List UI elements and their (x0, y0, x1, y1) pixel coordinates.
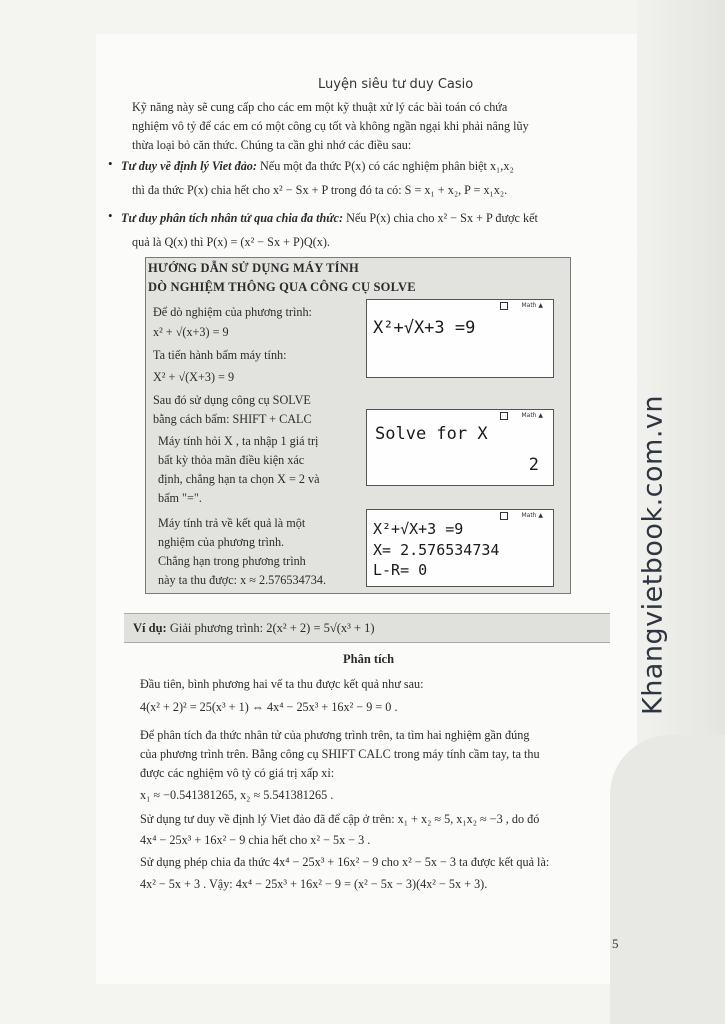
calculator-screen-input (366, 299, 554, 378)
page-header-title: Luyện siêu tư duy Casio (318, 77, 474, 92)
example-text: Giải phương trình: 2(x² + 2) = 5√(x³ + 1) (166, 621, 375, 635)
analysis-line-7: Sử dụng tư duy về định lý Viet đảo đã để cập ở trên: x₁ + x₂ ≈ 5, x₁x₂ ≈ −3 , do đó (140, 812, 540, 826)
bullet-1-text: Nếu một đa thức P(x) có các nghiệm phân biệt x₁,x₂ (256, 159, 514, 173)
watermark: Khangvietbook.com.vn (637, 394, 669, 716)
lcd-row-1: X²+√X+3 =9 (373, 520, 464, 538)
calculator-screen-solve (366, 409, 554, 486)
intro-line-2: nghiệm vô tỷ để các em có một công cụ tốt và không ngần ngại khi phải nâng lũy (132, 119, 529, 133)
analysis-line-3: Để phân tích đa thức nhân tử của phương trình trên, ta tìm hai nghiệm gần đúng (140, 728, 530, 742)
analysis-line-8: 4x⁴ − 25x³ + 16x² − 9 chia hết cho x² − 5x − 3 . (140, 833, 371, 847)
bullet-2-lead: Tư duy phân tích nhân tử qua chia đa thức: (121, 211, 344, 225)
page-fold (610, 735, 725, 1024)
guide-line-5: Sau đó sử dụng công cụ SOLVE (153, 393, 311, 407)
bullet-2-line-2: quả là Q(x) thì P(x) = (x² − Sx + P)Q(x). (132, 235, 330, 249)
guide-line-9: định, chẳng hạn ta chọn X = 2 và (158, 472, 320, 486)
guide-line-3: Ta tiến hành bấm máy tính: (153, 348, 287, 362)
guide-line-11: Máy tính trả về kết quả là một (158, 516, 306, 530)
example-line (133, 619, 375, 638)
lcd-row-2: 2 (528, 455, 539, 475)
analysis-heading: Phân tích (343, 652, 395, 666)
analysis-line-10: 4x² − 5x + 3 . Vậy: 4x⁴ − 25x³ + 16x² − 9 = (x² − 5x − 3)(4x² − 5x + 3). (140, 877, 488, 891)
bullet-1-line-1 (121, 157, 514, 176)
mode-indicator: Math ▲ (521, 412, 543, 419)
analysis-line-6: x₁ ≈ −0.541381265, x₂ ≈ 5.541381265 . (140, 788, 334, 802)
calculator-screen-result (366, 509, 554, 587)
analysis-line-4: của phương trình trên. Bằng công cụ SHIFT CALC trong máy tính cầm tay, ta thu (140, 747, 540, 761)
bullet-2-line-1 (121, 209, 538, 228)
bullet-dot-1: • (108, 156, 113, 171)
guide-line-12: nghiệm của phương trình. (158, 535, 285, 549)
mode-indicator: Math ▲ (521, 512, 543, 519)
shift-indicator-icon (500, 512, 508, 520)
guide-line-4: X² + √(X+3) = 9 (153, 370, 235, 384)
intro-line-3: thừa loại bỏ căn thức. Chúng ta cần ghi nhớ các điều sau: (132, 138, 412, 152)
guide-line-2: x² + √(x+3) = 9 (153, 325, 229, 339)
guide-line-7: Máy tính hỏi X , ta nhập 1 giá trị (158, 434, 319, 448)
mode-indicator: Math ▲ (521, 302, 543, 309)
analysis-line-9: Sử dụng phép chia đa thức 4x⁴ − 25x³ + 16x² − 9 cho x² − 5x − 3 ta được kết quả là: (140, 855, 550, 869)
analysis-line-5: được các nghiệm vô tỷ có giá trị xấp xỉ: (140, 766, 335, 780)
analysis-line-2: 4(x² + 2)² = 25(x³ + 1) ⇔ 4x⁴ − 25x³ + 16x² − 9 = 0 . (140, 700, 398, 714)
bullet-1-lead: Tư duy về định lý Viet đảo: (121, 159, 257, 173)
lcd-row-3: L-R= 0 (373, 561, 428, 579)
guide-line-10: bấm "=". (158, 491, 202, 505)
intro-line-1: Kỹ năng này sẽ cung cấp cho các em một kỹ thuật xử lý các bài toán có chứa (132, 100, 508, 114)
page-number: 5 (612, 936, 619, 951)
lcd-row-2: X= 2.576534734 (373, 541, 500, 559)
guide-line-6: bằng cách bấm: SHIFT + CALC (153, 412, 312, 426)
shift-indicator-icon (500, 302, 508, 310)
example-label: Ví dụ: (133, 621, 167, 635)
lcd-row-1: Solve for X (375, 424, 488, 444)
bullet-1-line-2: thì đa thức P(x) chia hết cho x² − Sx + P trong đó ta có: S = x₁ + x₂, P = x₁x₂. (132, 183, 508, 197)
bullet-2-text: Nếu P(x) chia cho x² − Sx + P được kết (343, 211, 538, 225)
lcd-row-1: X²+√X+3 =9 (373, 318, 476, 338)
guide-line-14: này ta thu được: x ≈ 2.576534734. (158, 573, 327, 587)
guide-line-8: bất kỳ thỏa mãn điều kiện xác (158, 453, 305, 467)
shift-indicator-icon (500, 412, 508, 420)
guide-title-2: DÒ NGHIỆM THÔNG QUA CÔNG CỤ SOLVE (148, 280, 416, 294)
guide-line-1: Để dò nghiệm của phương trình: (153, 305, 312, 319)
analysis-line-1: Đầu tiên, bình phương hai vế ta thu được kết quả như sau: (140, 677, 424, 691)
guide-line-13: Chẳng hạn trong phương trình (158, 554, 306, 568)
bullet-dot-2: • (108, 208, 113, 223)
guide-title-1: HƯỚNG DẪN SỬ DỤNG MÁY TÍNH (148, 261, 359, 275)
